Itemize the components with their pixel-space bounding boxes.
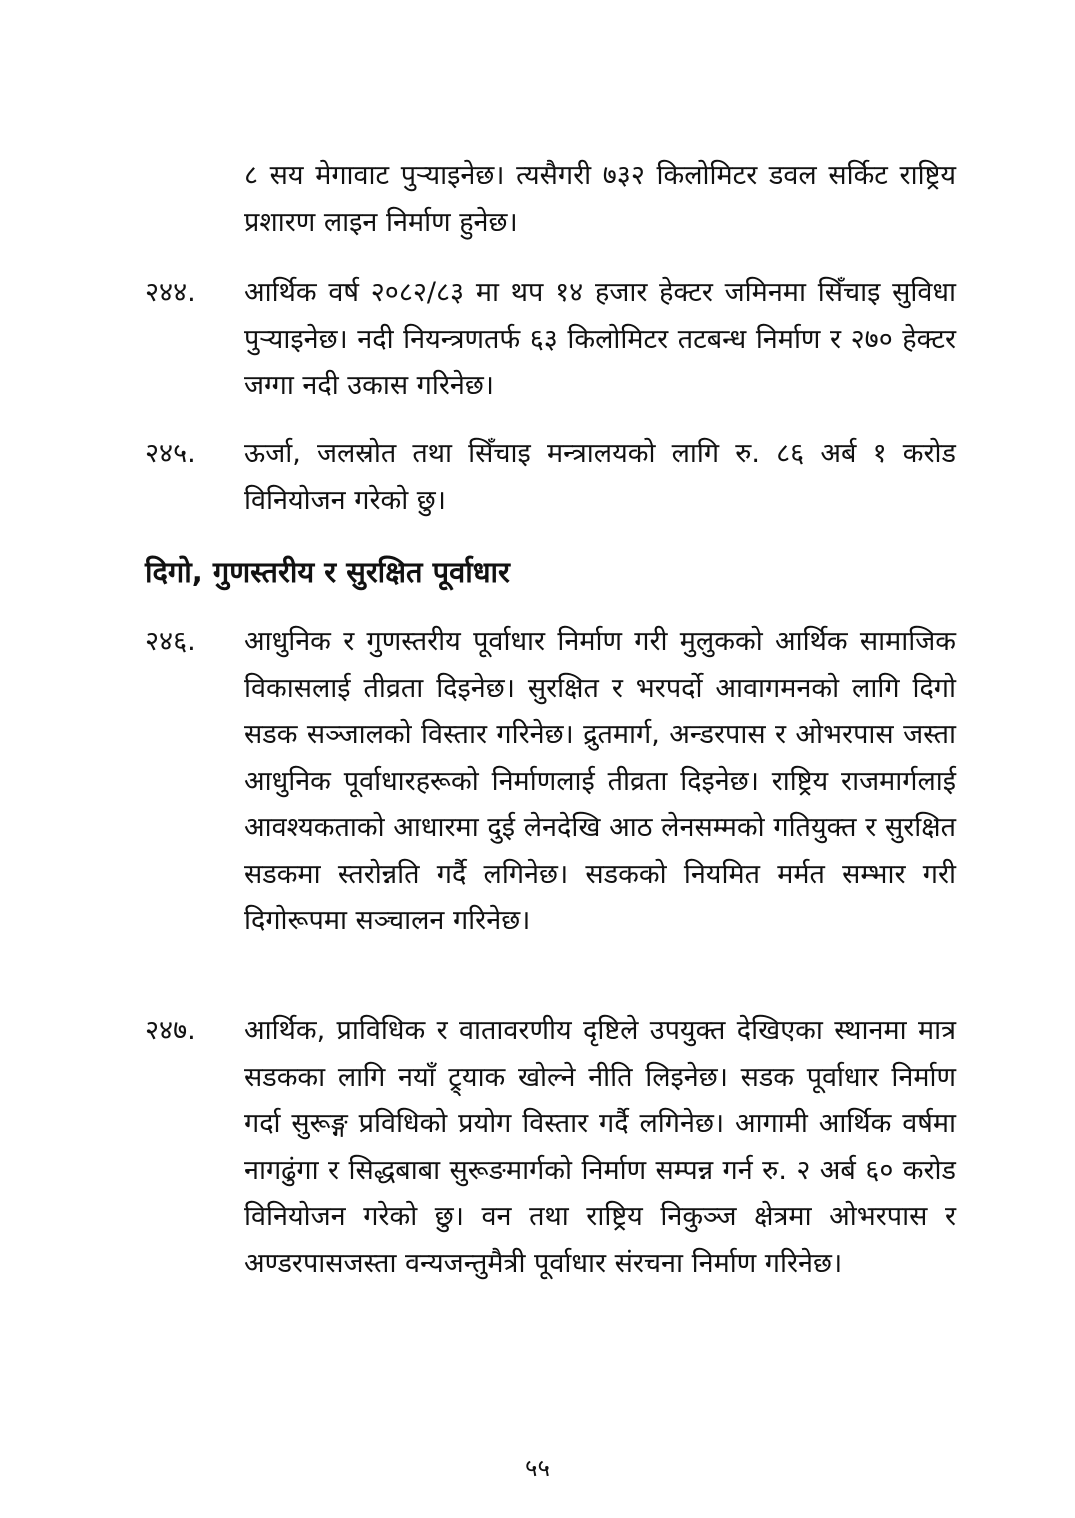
- continuation-paragraph: ८ सय मेगावाट पुऱ्याइनेछ। त्यसैगरी ७३२ किलोमिटर डवल सर्किट राष्ट्रिय प्रशारण लाइन निर्माण हुनेछ।: [244, 160, 956, 238]
- paragraph-text: आधुनिक र गुणस्तरीय पूर्वाधार निर्माण गरी मुलुकको आर्थिक सामाजिक विकासलाई तीव्रता दिइनेछ। सुरक्षित र भरपर्दो आवागमनको लागि दिगो सडक सञ्जालको विस्तार गरिनेछ। द्रुतमार्ग, अन्डरपास र ओभरपास जस्ता आधुनिक पूर्वाधारहरूको निर्माणलाई तीव्रता दिइनेछ। राष्ट्रिय राजमार्गलाई आवश्यकताको आधारमा दुई लेनदेखि आठ लेनसम्मको गतियुक्त र सुरक्षित सडकमा स्तरोन्नति गर्दै लगिनेछ। सडकको नियमित मर्मत सम्भार गरी दिगोरूपमा सञ्चालन गरिनेछ।: [244, 626, 956, 936]
- page-number: ५५: [525, 1454, 550, 1482]
- paragraph-number: २४५.: [145, 438, 196, 469]
- section-heading: दिगो, गुणस्तरीय र सुरक्षित पूर्वाधार: [145, 555, 510, 589]
- paragraph-text: ऊर्जा, जलस्रोत तथा सिँचाइ मन्त्रालयको लागि रु. ८६ अर्ब १ करोड विनियोजन गरेको छु।: [244, 438, 956, 516]
- paragraph-number: २४६.: [145, 626, 196, 657]
- paragraph-number: २४७.: [145, 1015, 196, 1046]
- paragraph-text: आर्थिक वर्ष २०८२/८३ मा थप १४ हजार हेक्टर जमिनमा सिँचाइ सुविधा पुऱ्याइनेछ। नदी नियन्त्रणतर्फ ६३ किलोमिटर तटबन्ध निर्माण र २७० हेक्टर जग्गा नदी उकास गरिनेछ।: [244, 277, 956, 401]
- paragraph-number: २४४.: [145, 277, 196, 308]
- paragraph-text: आर्थिक, प्राविधिक र वातावरणीय दृष्टिले उपयुक्त देखिएका स्थानमा मात्र सडकका लागि नयाँ ट्र्याक खोल्ने नीति लिइनेछ। सडक पूर्वाधार निर्माण गर्दा सुरूङ्ग प्रविधिको प्रयोग विस्तार गर्दै लगिनेछ। आगामी आर्थिक वर्षमा नागढुंगा र सिद्धबाबा सुरूङमार्गको निर्माण सम्पन्न गर्न रु. २ अर्ब ६० करोड विनियोजन गरेको छु। वन तथा राष्ट्रिय निकुञ्ज क्षेत्रमा ओभरपास र अण्डरपासजस्ता वन्यजन्तुमैत्री पूर्वाधार संरचना निर्माण गरिनेछ।: [244, 1015, 956, 1279]
